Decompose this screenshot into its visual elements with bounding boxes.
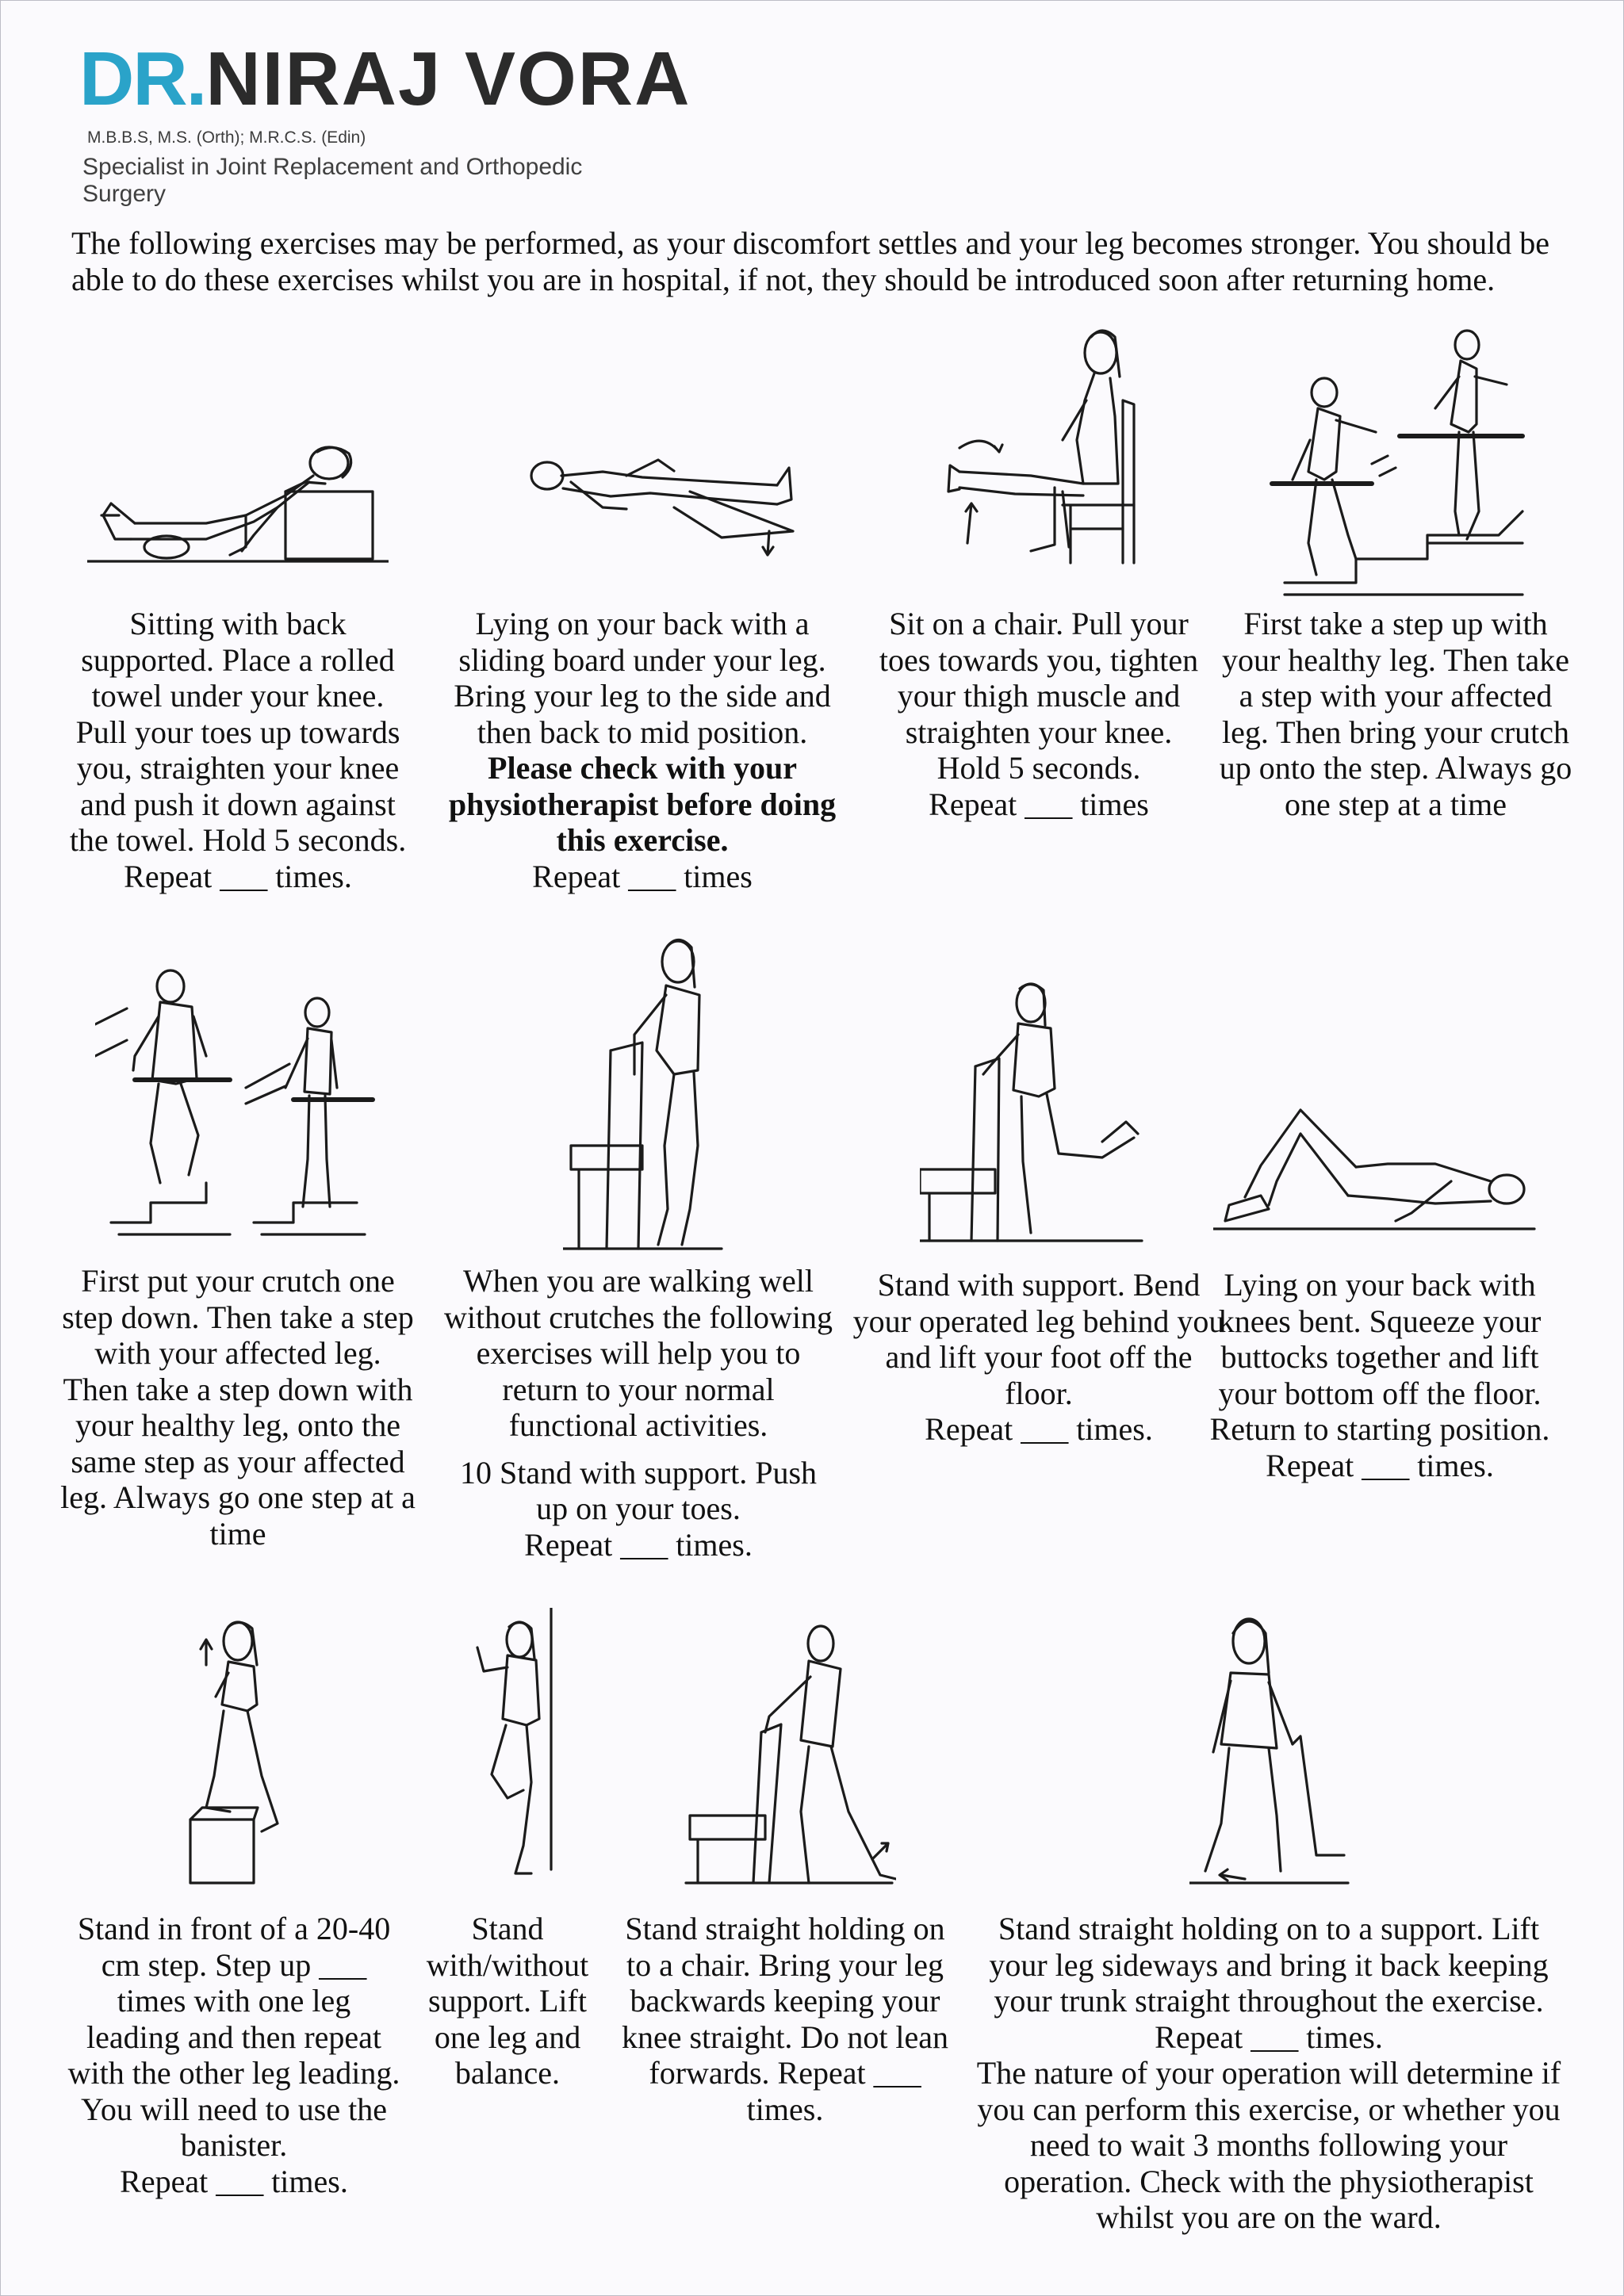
exercise-11-illustration	[682, 1621, 896, 1895]
exercise-11-caption	[611, 1911, 959, 2127]
specialty: Specialist in Joint Replacement and Orthopedic Surgery	[82, 154, 583, 207]
exercise-9-text: Stand in front of a 20-40 cm step. Step up ___ times with one leg leading and then repeat with the other leg leading. You will need to use the banister.	[67, 1911, 400, 2163]
exercise-6-repeat: Repeat ___ times.	[524, 1526, 753, 1563]
exercise-7-caption	[848, 1267, 1229, 1448]
exercise-1-illustration	[87, 428, 389, 571]
exercise-8-illustration	[1213, 1102, 1538, 1241]
exercise-9-repeat: Repeat ___ times.	[120, 2163, 348, 2199]
exercise-2-illustration	[515, 444, 801, 563]
exercise-9-caption	[67, 1911, 400, 2199]
exercise-6-illustration	[563, 932, 730, 1257]
exercise-6-text: When you are walking well without crutches the following exercises will help you to return to your normal functional activities.	[444, 1263, 833, 1443]
exercise-10-text: Stand with/without support. Lift one leg and balance.	[426, 1911, 589, 2091]
intro-paragraph: The following exercises may be performed, as your discomfort settles and your leg becomes stronger. You should be able to do these exercises whilst you are in hospital, if not, they should be introduced soon after returning home.	[71, 225, 1550, 297]
exercise-6-caption	[444, 1263, 833, 1563]
exercise-1-caption	[63, 606, 412, 894]
exercise-6-step: 10 Stand with support. Push up on your toes.	[459, 1454, 818, 1526]
exercise-3-repeat: Repeat ___ times	[929, 786, 1149, 822]
exercise-2-text: Lying on your back with a sliding board under your leg. Bring your leg to the side and then back to mid position.	[454, 606, 831, 750]
exercise-7-text: Stand with support. Bend your operated leg behind you and lift your foot off the floor.	[852, 1267, 1225, 1411]
exercise-9-illustration	[174, 1617, 293, 1895]
exercise-8-text: Lying on your back with knees bent. Squeeze your buttocks together and lift your bottom off the floor. Return to starting position.	[1209, 1267, 1550, 1447]
exercise-5-text: First put your crutch one step down. Then take a step with your affected leg. Then take a step down with your healthy leg, onto the same step as your affected leg. Always go one step at a time	[60, 1263, 416, 1552]
exercise-7-illustration	[920, 979, 1150, 1253]
exercise-3-illustration	[936, 321, 1142, 571]
logo-dr: DR.	[79, 36, 206, 121]
exercise-4-illustration	[1261, 321, 1530, 599]
exercise-4-text: First take a step up with your healthy leg. Then take a step with your affected leg. Then bring your crutch up onto the step. Always go one step at a time	[1219, 606, 1572, 822]
exercise-12-note: The nature of your operation will determine if you can perform this exercise, or whether you need to wait 3 months following your operation. Check with the physiotherapist whilst you are on the ward.	[976, 2055, 1561, 2235]
exercise-7-repeat: Repeat ___ times.	[925, 1411, 1153, 1447]
exercise-2-warning: Please check with your physiotherapist before doing this exercise.	[448, 750, 837, 858]
exercise-2-repeat: Repeat ___ times	[532, 858, 753, 894]
exercise-12-text: Stand straight holding on to a support. Lift your leg sideways and bring it back keeping your trunk straight throughout the exercise.	[989, 1911, 1549, 2019]
logo-name: NIRAJ VORA	[205, 36, 691, 121]
credentials: M.B.B.S, M.S. (Orth); M.R.C.S. (Edin)	[87, 128, 366, 147]
exercise-11-text: Stand straight holding on to a chair. Bring your leg backwards keeping your knee straight. Do not lean forwards. Repeat ___ times.	[621, 1911, 949, 2127]
exercise-1-text: Sitting with back supported. Place a rolled towel under your knee. Pull your toes up towards you, straighten your knee and push it down against the towel. Hold 5 seconds.	[69, 606, 407, 858]
exercise-1-repeat: Repeat ___ times.	[124, 858, 352, 894]
doctor-logo	[79, 36, 691, 207]
exercise-12-repeat: Repeat ___ times.	[1155, 2019, 1383, 2055]
exercise-4-caption	[1213, 606, 1578, 822]
exercise-12-illustration	[1189, 1609, 1356, 1895]
exercise-12-caption	[975, 1911, 1562, 2236]
exercise-3-text: Sit on a chair. Pull your toes towards you, tighten your thigh muscle and straighten your knee. Hold 5 seconds.	[879, 606, 1199, 786]
exercise-2-caption	[444, 606, 841, 894]
exercise-5-caption	[59, 1263, 416, 1552]
exercise-10-illustration	[460, 1608, 563, 1893]
exercise-5-illustration	[95, 969, 381, 1250]
logo-title	[79, 36, 691, 121]
exercise-8-caption	[1197, 1267, 1562, 1483]
exercise-3-caption	[872, 606, 1205, 822]
exercise-10-caption	[420, 1911, 595, 2091]
exercise-8-repeat: Repeat ___ times.	[1266, 1447, 1494, 1483]
